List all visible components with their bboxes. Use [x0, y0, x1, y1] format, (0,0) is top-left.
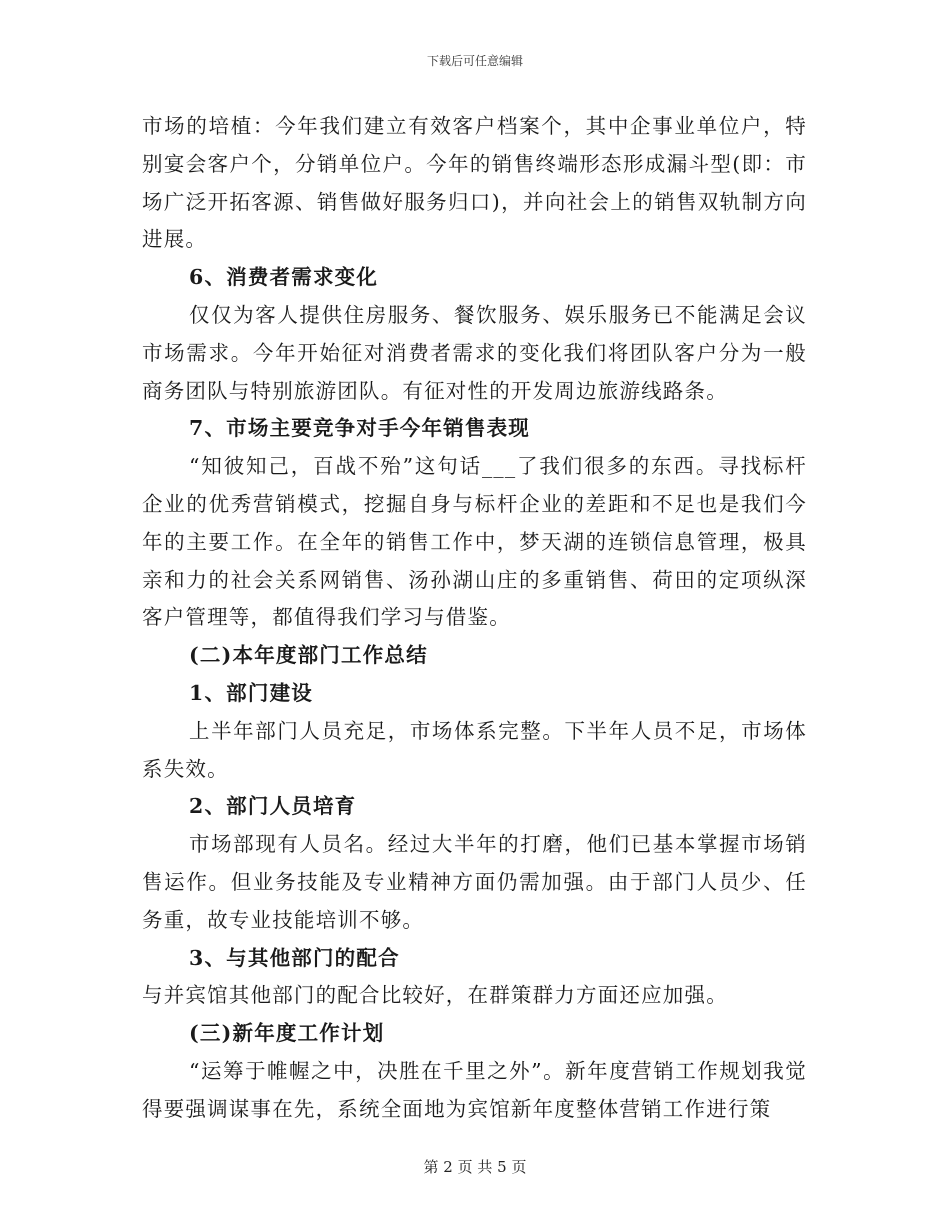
paragraph-staff-training: 市场部现有人员名。经过大半年的打磨，他们已基本掌握市场销售运作。但业务技能及专业精神方面仍需加强。由于部门人员少、任务重，故专业技能培训不够。: [142, 832, 807, 932]
paragraph-competitors: “知彼知己，百战不殆”这句话___了我们很多的东西。寻找标杆企业的优秀营销模式，挖掘自身与标杆企业的差距和不足也是我们今年的主要工作。在全年的销售工作中，梦天湖的连锁信息管理，极具亲和力的社会关系网销售、汤孙湖山庄的多重销售、荷田的定项纵深客户管理等，都值得我们学习与借鉴。: [142, 454, 807, 630]
paragraph-new-year-plan: “运筹于帷幄之中，决胜在千里之外”。新年度营销工作规划我觉得要强调谋事在先，系统全面地为宾馆新年度整体营销工作进行策: [142, 1058, 807, 1121]
paragraph-consumer-demand: 仅仅为客人提供住房服务、餐饮服务、娱乐服务已不能满足会议市场需求。今年开始征对消费者需求的变化我们将团队客户分为一般商务团队与特别旅游团队。有征对性的开发周边旅游线路条。: [142, 302, 807, 403]
heading-competitors: 7、市场主要竞争对手今年销售表现: [189, 416, 530, 441]
page-header-note: 下载后可任意编辑: [426, 54, 523, 68]
paragraph-market-cultivation: 市场的培植：今年我们建立有效客户档案个，其中企事业单位户，特别宴会客户个，分销单位户。今年的销售终端形态形成漏斗型(即：市场广泛开拓客源、销售做好服务归口)，并向社会上的销售双轨制方向进展。: [142, 114, 807, 252]
page-number: 第 2 页 共 5 页: [423, 1158, 527, 1176]
paragraph-cooperation: 与并宾馆其他部门的配合比较好，在群策群力方面还应加强。: [142, 983, 728, 1008]
heading-department-summary: (二)本年度部门工作总结: [189, 643, 428, 668]
heading-new-year-plan: (三)新年度工作计划: [189, 1021, 385, 1046]
heading-department-building: 1、部门建设: [189, 680, 313, 705]
document-body: [142, 108, 807, 1129]
paragraph-department-building: 上半年部门人员充足，市场体系完整。下半年人员不足，市场体系失效。: [142, 718, 807, 781]
heading-staff-training: 2、部门人员培育: [189, 794, 357, 819]
heading-consumer-demand: 6、消费者需求变化: [189, 265, 379, 290]
heading-cooperation: 3、与其他部门的配合: [189, 945, 400, 970]
